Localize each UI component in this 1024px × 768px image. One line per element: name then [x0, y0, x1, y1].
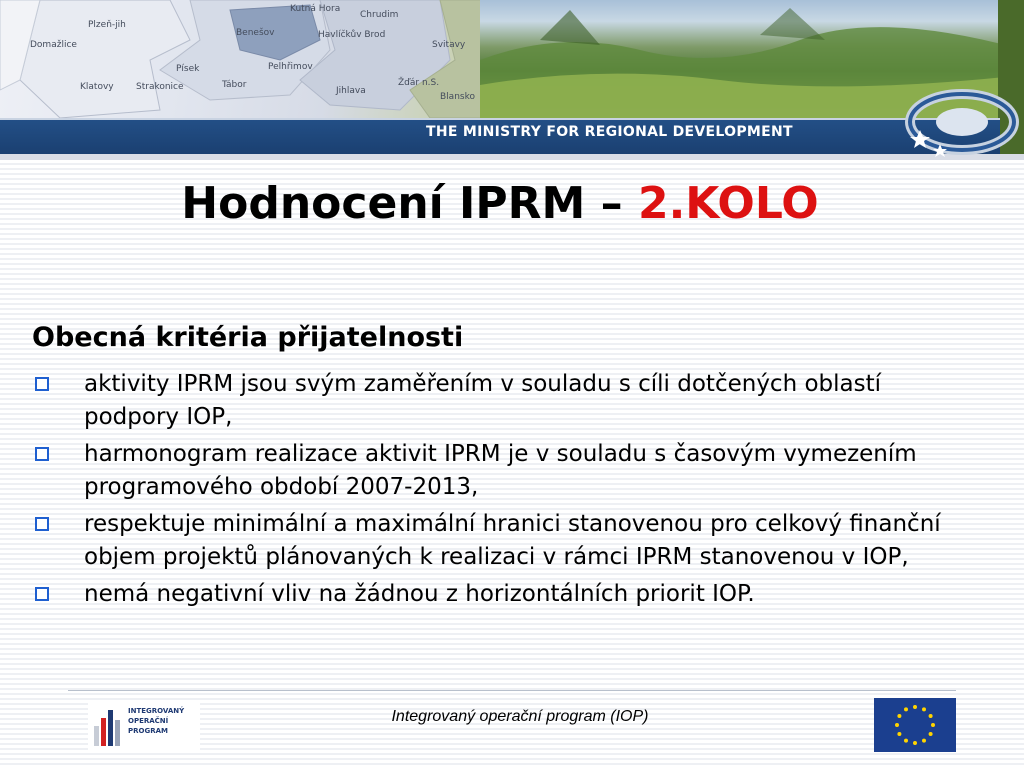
- map-label-pisek: Písek: [176, 64, 200, 74]
- slide-title-accent: 2.KOLO: [637, 178, 819, 229]
- list-item-text: harmonogram realizace aktivit IPRM je v souladu s časovým vymezením programového období 2007-2013,: [84, 441, 917, 500]
- map-label-kutna-hora: Kutná Hora: [290, 4, 341, 14]
- list-item: [32, 438, 972, 504]
- square-bullet-icon: [35, 377, 49, 391]
- header-banner: [0, 0, 1024, 160]
- map-label-jihlava: Jihlava: [336, 86, 366, 96]
- slide-title-main: Hodnocení IPRM –: [181, 178, 638, 229]
- section-heading: Obecná kritéria přijatelnosti: [32, 322, 464, 353]
- slide-title: [0, 178, 1000, 229]
- ministry-title: THE MINISTRY FOR REGIONAL DEVELOPMENT: [426, 124, 793, 140]
- map-label-svitavy: Svitavy: [432, 40, 466, 50]
- map-label-blansko: Blansko: [440, 92, 475, 102]
- map-label-strakonice: Strakonice: [136, 82, 184, 92]
- list-item-text: respektuje minimální a maximální hranici stanovenou pro celkový finanční objem projektů plánovaných k realizaci v rámci IPRM stanovenou v IOP,: [84, 511, 941, 570]
- iop-logo-text: INTEGROVANÝ OPERAČNÍ PROGRAM: [128, 707, 185, 735]
- banner-divider: [0, 154, 1024, 160]
- list-item-text: nemá negativní vliv na žádnou z horizontálních priorit IOP.: [84, 581, 755, 607]
- map-label-chrudim: Chrudim: [360, 10, 399, 20]
- square-bullet-icon: [35, 447, 49, 461]
- square-bullet-icon: [35, 587, 49, 601]
- list-item: [32, 368, 972, 434]
- map-label-zdar: Žďár n.S.: [398, 78, 440, 88]
- map-label-plzen: Plzeň-jih: [88, 20, 126, 30]
- footer-caption: Integrovaný operační program (IOP): [391, 708, 649, 725]
- eu-flag-icon: [874, 698, 956, 752]
- map-label-havlickuv-brod: Havlíčkův Brod: [318, 30, 386, 40]
- footer-divider: [68, 690, 956, 691]
- ministry-logo-icon: [880, 60, 1020, 160]
- map-label-pelhrimov: Pelhřimov: [268, 62, 313, 72]
- square-bullet-icon: [35, 517, 49, 531]
- map-label-domazlice: Domažlice: [30, 40, 77, 50]
- criteria-list: [32, 368, 972, 615]
- map-label-benesov: Benešov: [236, 28, 275, 38]
- list-item-text: aktivity IPRM jsou svým zaměřením v souladu s cíli dotčených oblastí podpory IOP,: [84, 371, 882, 430]
- map-label-tabor: Tábor: [222, 80, 247, 90]
- list-item: [32, 578, 972, 611]
- list-item: [32, 508, 972, 574]
- iop-bars-icon: [94, 706, 122, 746]
- iop-logo: [88, 700, 200, 752]
- map-label-klatovy: Klatovy: [80, 82, 114, 92]
